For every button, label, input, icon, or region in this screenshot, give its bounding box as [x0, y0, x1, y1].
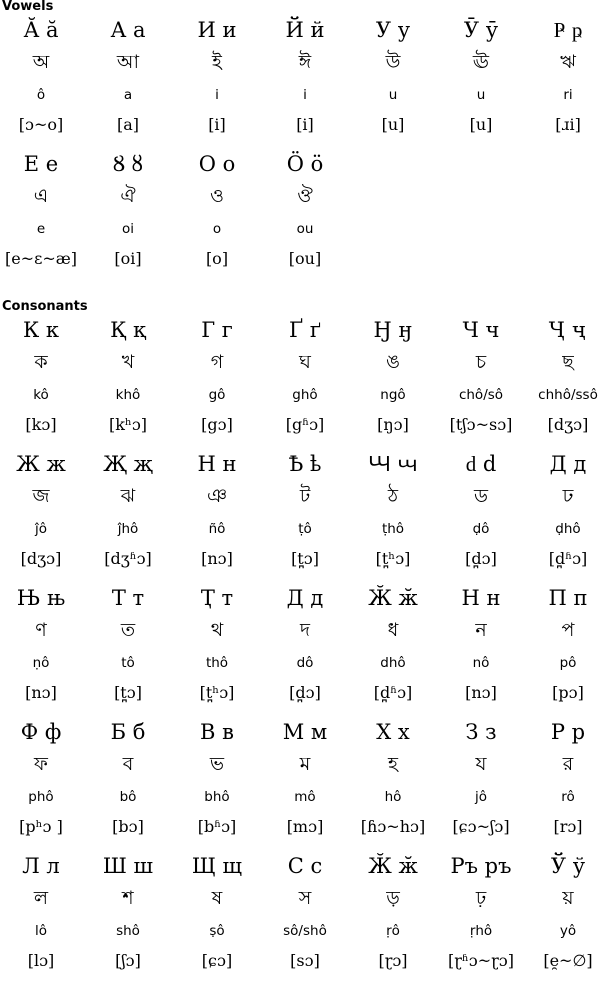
- cyrillic-letter: Ґ ґ: [289, 318, 321, 342]
- romanization: ô: [36, 87, 46, 103]
- ipa-transcription: [rɔ]: [553, 817, 583, 836]
- bengali-letter: ব: [122, 753, 134, 775]
- cyrillic-letter: Ч ч: [462, 318, 500, 342]
- consonants-row: [0, 313, 600, 447]
- cyrillic-letter: Ӯ ӯ: [463, 18, 499, 42]
- ipa-transcription: [gɔ]: [201, 415, 233, 434]
- bengali-letter: ঠ: [387, 485, 399, 507]
- bengali-letter: ঊ: [472, 51, 490, 73]
- letter-cell: [0, 581, 85, 715]
- ipa-transcription: [e~ɛ~æ]: [4, 249, 78, 268]
- romanization: oi: [121, 221, 134, 237]
- cyrillic-letter: Ръ ръ: [450, 854, 512, 878]
- romanization: phô: [28, 789, 54, 805]
- ipa-transcription: [bɔ]: [112, 817, 144, 836]
- cyrillic-letter: Ӂ ӂ: [368, 586, 418, 610]
- letter-cell: [524, 581, 600, 715]
- romanization: bô: [119, 789, 137, 805]
- consonants-heading: Consonants: [2, 299, 88, 314]
- cyrillic-letter: Ҷ ҷ: [549, 318, 587, 342]
- romanization: bhô: [204, 789, 230, 805]
- romanization: kô: [33, 387, 49, 403]
- letter-cell: [0, 715, 85, 849]
- cyrillic-letter: И и: [197, 18, 237, 42]
- ipa-transcription: [oi]: [114, 249, 142, 268]
- cyrillic-letter: Н н: [197, 452, 237, 476]
- bengali-letter: জ: [32, 485, 50, 507]
- ipa-transcription: [t̪ʰɔ]: [375, 549, 411, 568]
- bengali-letter: ড়: [386, 887, 400, 909]
- romanization: dhô: [380, 655, 406, 671]
- letter-cell: [524, 447, 600, 581]
- ipa-transcription: [u]: [381, 115, 405, 134]
- ipa-transcription: [sɔ]: [290, 951, 320, 970]
- letter-cell: [173, 313, 261, 447]
- consonants-table: [0, 313, 600, 983]
- ipa-transcription: [ɕɔ~ʃɔ]: [452, 817, 510, 836]
- bengali-letter: ভ: [209, 753, 225, 775]
- ipa-transcription: [t̪ɔ]: [114, 683, 142, 702]
- ipa-transcription: [pʰɔ ]: [19, 817, 63, 836]
- letter-cell: [173, 715, 261, 849]
- letter-cell: [84, 447, 172, 581]
- cyrillic-letter: Й й: [285, 18, 325, 42]
- ipa-transcription: [tʃɔ~sɔ]: [449, 415, 513, 434]
- letter-cell: [0, 147, 85, 281]
- letter-cell: [261, 313, 349, 447]
- letter-cell: [349, 447, 437, 581]
- romanization: pô: [559, 655, 577, 671]
- bengali-letter: ই: [212, 51, 222, 73]
- romanization: i: [303, 87, 307, 103]
- bengali-letter: ষ: [211, 887, 223, 909]
- romanization: ṭô: [298, 521, 312, 537]
- letter-cell: [261, 849, 349, 983]
- letter-cell: [84, 849, 172, 983]
- bengali-letter: ক: [34, 351, 48, 373]
- vowels-table: [0, 13, 600, 281]
- bengali-letter: শ: [122, 887, 134, 909]
- cyrillic-letter: Њ њ: [16, 586, 66, 610]
- ipa-transcription: [ɦɔ~hɔ]: [360, 817, 426, 836]
- bengali-letter: চ: [475, 351, 487, 373]
- romanization: ĵô: [34, 521, 47, 537]
- romanization: a: [123, 87, 133, 103]
- cyrillic-letter: Е е: [23, 152, 59, 176]
- bengali-letter: এ: [33, 185, 49, 207]
- romanization: rô: [561, 789, 575, 805]
- cyrillic-letter: Ꚇ ꚇ: [368, 452, 418, 476]
- cyrillic-letter: М м: [282, 720, 328, 744]
- romanization: tô: [121, 655, 135, 671]
- letter-cell: [524, 13, 600, 147]
- cyrillic-letter: ԁ d: [465, 452, 497, 476]
- bengali-letter: আ: [116, 51, 140, 73]
- romanization: chhô/ssô: [538, 387, 598, 403]
- cyrillic-letter: Ҭ т: [200, 586, 234, 610]
- ipa-transcription: [dʒɔ]: [547, 415, 589, 434]
- ipa-transcription: [ou]: [288, 249, 322, 268]
- romanization: dô: [296, 655, 314, 671]
- bengali-letter: ট: [299, 485, 311, 507]
- cyrillic-letter: Ȣ ȣ: [112, 152, 144, 176]
- bengali-letter: ন: [475, 619, 487, 641]
- romanization: ṭhô: [381, 521, 405, 537]
- letter-cell: [84, 581, 172, 715]
- cyrillic-letter: А а: [110, 18, 146, 42]
- bengali-letter: ঐ: [120, 185, 136, 207]
- ipa-transcription: [nɔ]: [465, 683, 497, 702]
- bengali-letter: দ: [300, 619, 310, 641]
- romanization: ghô: [292, 387, 318, 403]
- ipa-transcription: [ɹi]: [555, 115, 581, 134]
- letter-cell: [0, 849, 85, 983]
- romanization: ñô: [208, 521, 226, 537]
- cyrillic-letter: Щ щ: [191, 854, 243, 878]
- letter-cell: [173, 581, 261, 715]
- letter-cell: [349, 849, 437, 983]
- cyrillic-letter: П п: [548, 586, 588, 610]
- ipa-transcription: [a]: [116, 115, 140, 134]
- letter-cell: [261, 581, 349, 715]
- cyrillic-letter: Д д: [286, 586, 324, 610]
- ipa-transcription: [dʒʱɔ]: [104, 549, 152, 568]
- bengali-letter: ঢ: [562, 485, 574, 507]
- bengali-letter: স: [298, 887, 312, 909]
- bengali-letter: র: [562, 753, 574, 775]
- letter-cell: [173, 447, 261, 581]
- cyrillic-letter: О о: [198, 152, 236, 176]
- letter-cell: [437, 715, 525, 849]
- letter-cell: [437, 447, 525, 581]
- cyrillic-letter: Җ җ: [103, 452, 153, 476]
- bengali-letter: ফ: [34, 753, 48, 775]
- letter-cell: [84, 313, 172, 447]
- romanization: thô: [205, 655, 229, 671]
- bengali-letter: ঈ: [298, 51, 312, 73]
- ipa-transcription: [i]: [208, 115, 226, 134]
- ipa-transcription: [ʃɔ]: [115, 951, 141, 970]
- ipa-transcription: [nɔ]: [201, 549, 233, 568]
- bengali-letter: ঘ: [299, 351, 311, 373]
- ipa-transcription: [kɔ]: [25, 415, 57, 434]
- letter-cell: [84, 13, 172, 147]
- bengali-letter: য: [475, 753, 487, 775]
- bengali-letter: প: [561, 619, 575, 641]
- bengali-letter: হ: [388, 753, 398, 775]
- romanization: jô: [474, 789, 487, 805]
- letter-cell: [524, 715, 600, 849]
- romanization: chô/sô: [458, 387, 504, 403]
- ipa-transcription: [t̪ɔ]: [291, 549, 319, 568]
- letter-cell: [84, 715, 172, 849]
- cyrillic-letter: Н н: [461, 586, 501, 610]
- letter-cell: [261, 447, 349, 581]
- cyrillic-letter: Ӧ ӧ: [286, 152, 324, 176]
- ipa-transcription: [lɔ]: [27, 951, 55, 970]
- ipa-transcription: [d̪ɔ]: [289, 683, 321, 702]
- ipa-transcription: [ɽʱɔ~ɽɔ]: [448, 951, 514, 970]
- letter-cell: [0, 447, 85, 581]
- letter-cell: [524, 849, 600, 983]
- bengali-letter: খ: [121, 351, 135, 373]
- romanization: ngô: [380, 387, 406, 403]
- letter-cell: [0, 313, 85, 447]
- letter-cell: [261, 13, 349, 147]
- ipa-transcription: [mɔ]: [286, 817, 324, 836]
- cyrillic-letter: Ф ф: [20, 720, 62, 744]
- letter-cell: [173, 849, 261, 983]
- cyrillic-letter: Б б: [110, 720, 146, 744]
- bengali-letter: ছ: [562, 351, 574, 373]
- bengali-letter: ঋ: [560, 51, 576, 73]
- romanization: ri: [563, 87, 573, 103]
- vowels-row: [0, 13, 600, 147]
- romanization: u: [476, 87, 486, 103]
- bengali-letter: ঙ: [386, 351, 400, 373]
- ipa-transcription: [ɔ~o]: [18, 115, 64, 134]
- cyrillic-letter: Л л: [22, 854, 60, 878]
- cyrillic-letter: Ӑ ӑ: [23, 18, 59, 42]
- bengali-letter: য়: [562, 887, 574, 909]
- bengali-letter: ণ: [35, 619, 47, 641]
- romanization: mô: [294, 789, 316, 805]
- romanization: ĵhô: [117, 521, 139, 537]
- bengali-letter: ল: [33, 887, 49, 909]
- vowels-row: [0, 147, 600, 281]
- cyrillic-letter: Ҏ ҏ: [553, 18, 583, 42]
- letter-cell: [261, 147, 349, 281]
- letter-cell: [84, 147, 172, 281]
- romanization: gô: [208, 387, 226, 403]
- ipa-transcription: [d̪ʱɔ]: [548, 549, 588, 568]
- romanization: ṛô: [386, 923, 400, 939]
- romanization: i: [215, 87, 219, 103]
- vowels-heading: Vowels: [2, 0, 54, 14]
- cyrillic-letter: Ҍ ҍ: [288, 452, 322, 476]
- letter-cell: [349, 313, 437, 447]
- letter-cell: [437, 313, 525, 447]
- ipa-transcription: [pɔ]: [552, 683, 584, 702]
- consonants-row: [0, 581, 600, 715]
- ipa-transcription: [d̪ʱɔ]: [373, 683, 413, 702]
- ipa-transcription: [e̯~∅]: [543, 951, 593, 970]
- bengali-letter: ড: [474, 485, 488, 507]
- bengali-letter: উ: [385, 51, 401, 73]
- cyrillic-letter: Д д: [549, 452, 587, 476]
- cyrillic-letter: Ш ш: [102, 854, 154, 878]
- ipa-transcription: [bʱɔ]: [197, 817, 237, 836]
- bengali-letter: গ: [210, 351, 224, 373]
- ipa-transcription: [u]: [469, 115, 493, 134]
- romanization: ṛhô: [469, 923, 493, 939]
- ipa-transcription: [d̪ɔ]: [465, 549, 497, 568]
- ipa-transcription: [ŋɔ]: [377, 415, 409, 434]
- ipa-transcription: [nɔ]: [25, 683, 57, 702]
- letter-cell: [261, 715, 349, 849]
- cyrillic-letter: С с: [287, 854, 323, 878]
- cyrillic-letter: Қ қ: [110, 318, 146, 342]
- bengali-letter: ধ: [387, 619, 399, 641]
- letter-cell: [173, 147, 261, 281]
- letter-cell: [524, 313, 600, 447]
- ipa-transcription: [ɽɔ]: [378, 951, 408, 970]
- cyrillic-letter: Ж ж: [16, 452, 66, 476]
- letter-cell: [173, 13, 261, 147]
- romanization: e: [36, 221, 46, 237]
- ipa-transcription: [gʱɔ]: [285, 415, 325, 434]
- romanization: yô: [559, 923, 577, 939]
- letter-cell: [437, 13, 525, 147]
- cyrillic-letter: Р р: [550, 720, 586, 744]
- cyrillic-letter: Г г: [201, 318, 233, 342]
- bengali-letter: ও: [210, 185, 224, 207]
- romanization: hô: [384, 789, 402, 805]
- cyrillic-letter: В в: [200, 720, 234, 744]
- ipa-transcription: [dʒɔ]: [20, 549, 62, 568]
- ipa-transcription: [o]: [205, 249, 229, 268]
- cyrillic-letter: К к: [22, 318, 60, 342]
- ipa-transcription: [kʰɔ]: [108, 415, 148, 434]
- romanization: ṇô: [32, 655, 50, 671]
- ipa-transcription: [i]: [296, 115, 314, 134]
- consonants-row: [0, 715, 600, 849]
- romanization: ou: [296, 221, 314, 237]
- cyrillic-letter: Т т: [111, 586, 145, 610]
- romanization: sô/shô: [283, 923, 327, 939]
- bengali-letter: অ: [32, 51, 50, 73]
- cyrillic-letter: Ӈ ӈ: [373, 318, 413, 342]
- romanization: khô: [115, 387, 141, 403]
- romanization: o: [212, 221, 222, 237]
- letter-cell: [0, 13, 85, 147]
- bengali-letter: ঔ: [297, 185, 313, 207]
- romanization: lô: [34, 923, 47, 939]
- letter-cell: [349, 581, 437, 715]
- cyrillic-letter: Ў ў: [550, 854, 586, 878]
- ipa-transcription: [ɕɔ]: [201, 951, 233, 970]
- cyrillic-letter: Ӂ ӂ: [368, 854, 418, 878]
- romanization: shô: [116, 923, 140, 939]
- letter-cell: [437, 581, 525, 715]
- cyrillic-letter: У у: [375, 18, 411, 42]
- romanization: nô: [472, 655, 490, 671]
- romanization: ḍô: [472, 521, 490, 537]
- bengali-letter: ম: [299, 753, 311, 775]
- bengali-letter: ঢ়: [475, 887, 487, 909]
- bengali-letter: থ: [210, 619, 224, 641]
- ipa-transcription: [t̪ʰɔ]: [199, 683, 235, 702]
- bengali-letter: ঞ: [206, 485, 228, 507]
- consonants-row: [0, 447, 600, 581]
- cyrillic-letter: Х х: [376, 720, 410, 744]
- cyrillic-letter: З з: [465, 720, 497, 744]
- romanization: ṣô: [209, 923, 225, 939]
- bengali-letter: ঝ: [120, 485, 136, 507]
- consonants-row: [0, 849, 600, 983]
- letter-cell: [349, 715, 437, 849]
- letter-cell: [437, 849, 525, 983]
- letter-cell: [349, 13, 437, 147]
- romanization: ḍhô: [555, 521, 581, 537]
- romanization: u: [388, 87, 398, 103]
- bengali-letter: ত: [120, 619, 136, 641]
